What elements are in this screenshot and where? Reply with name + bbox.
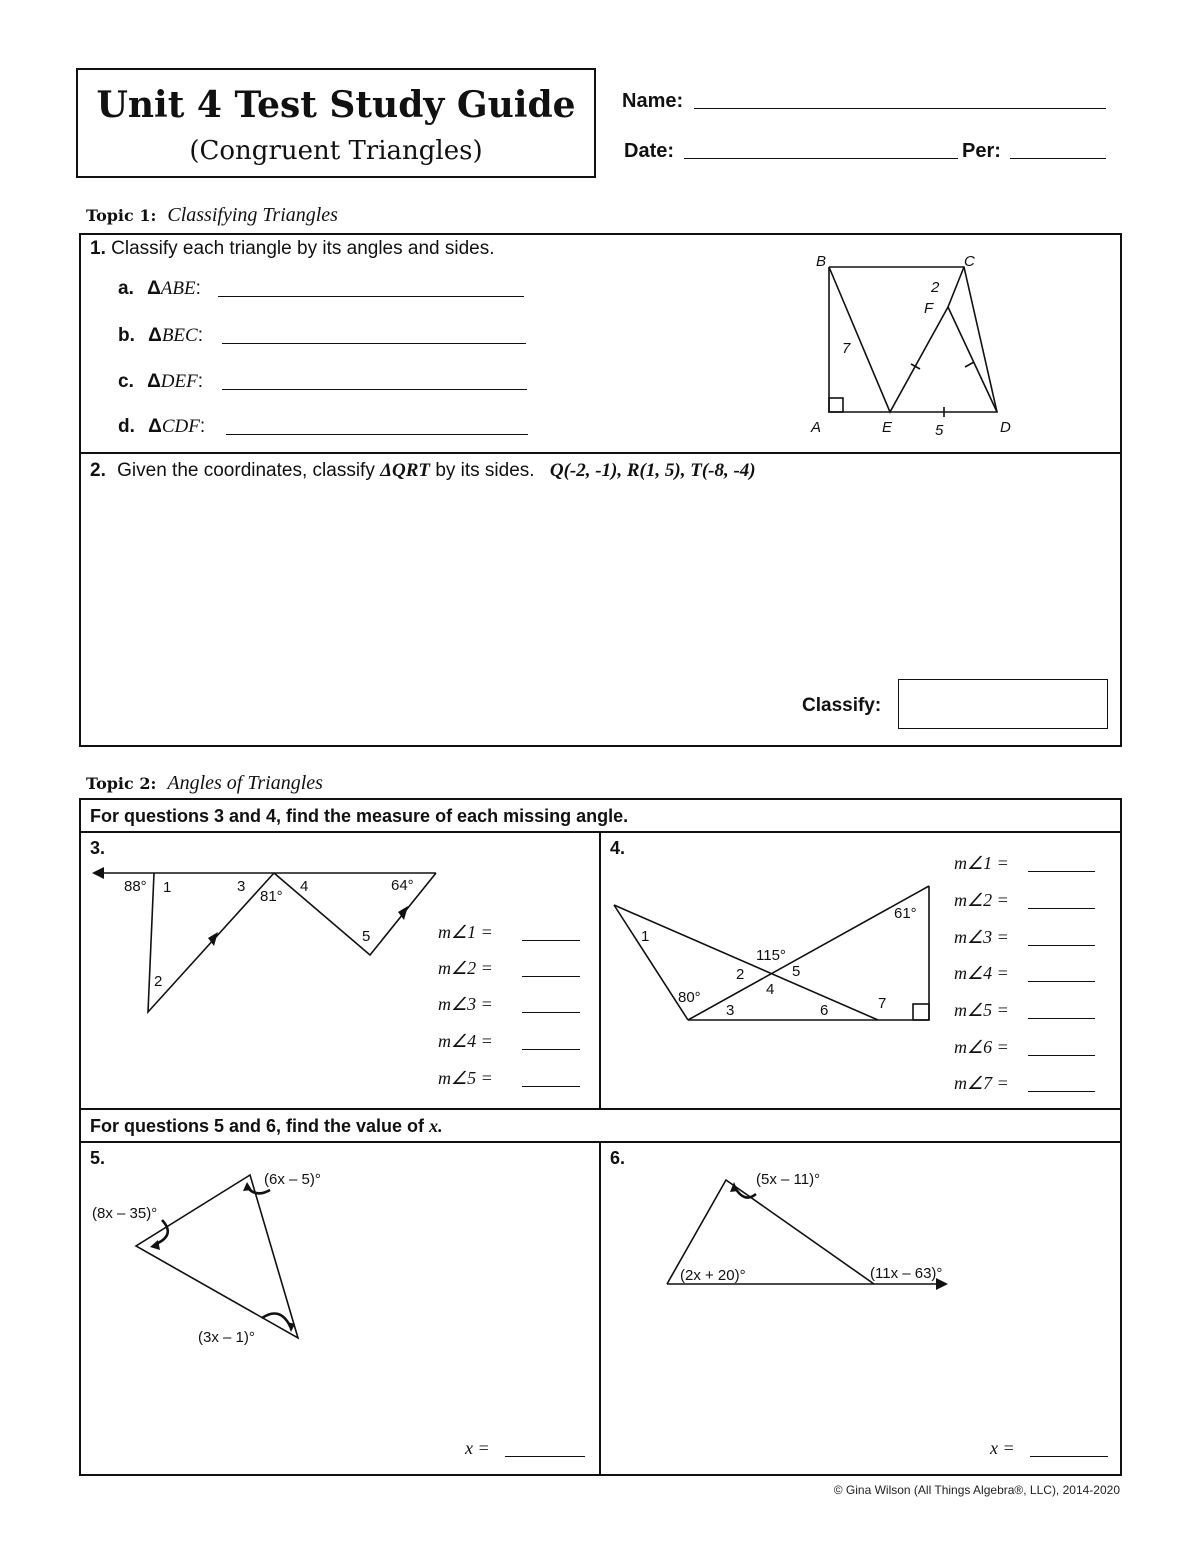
q4-blank-4[interactable] xyxy=(1028,981,1095,982)
q5-number: 5. xyxy=(90,1148,106,1168)
q4-angle-80: 80° xyxy=(678,989,701,1006)
item-triangle: BEC xyxy=(161,325,198,346)
q6-angle-left: (2x + 20)° xyxy=(680,1267,746,1284)
q1-figure xyxy=(800,245,1030,445)
q3-blank-2[interactable] xyxy=(522,976,580,977)
q4-angle-115: 115° xyxy=(756,947,786,964)
q4-label-4: 4 xyxy=(766,981,775,998)
q4-blank-5[interactable] xyxy=(1028,1018,1095,1019)
q5-arrowhead xyxy=(243,1182,252,1191)
q4-figure xyxy=(606,880,946,1030)
item-letter: c. xyxy=(118,371,134,392)
q4-side xyxy=(614,905,878,1020)
topic2-heading xyxy=(86,772,323,795)
q1-item-c: c. ΔDEF: xyxy=(118,371,204,392)
q3-blank-3[interactable] xyxy=(522,1012,580,1013)
q3-figure xyxy=(86,860,446,1020)
grid-line xyxy=(79,1108,1122,1110)
footer-copyright: © Gina Wilson (All Things Algebra®, LLC), 2014-2020 xyxy=(833,1483,1120,1497)
q3-label-1: 1 xyxy=(163,879,172,896)
q1-item-b: b. ΔBEC: xyxy=(118,325,203,346)
q4-blank-6[interactable] xyxy=(1028,1055,1095,1056)
name-field[interactable] xyxy=(694,108,1106,109)
grid-line xyxy=(599,1141,601,1476)
date-label: Date: xyxy=(624,140,675,162)
q3-blank-1[interactable] xyxy=(522,940,580,941)
item-triangle: CDF xyxy=(161,416,200,437)
q4-blank-7[interactable] xyxy=(1028,1091,1095,1092)
q4-label-5: 5 xyxy=(792,963,801,980)
q3-label-5: 5 xyxy=(362,928,371,945)
q6-answer-blank[interactable] xyxy=(1030,1456,1108,1457)
q3-number: 3. xyxy=(90,838,106,858)
page-subtitle: (Congruent Triangles) xyxy=(189,136,483,166)
instructions-5-6-text: For questions 5 and 6, find the value of xyxy=(90,1116,425,1136)
instructions-3-4: For questions 3 and 4, find the measure of each missing angle. xyxy=(90,806,629,826)
item-letter: d. xyxy=(118,416,135,437)
q3-answer-4: m∠4 = xyxy=(438,1031,493,1051)
q3-answer-3: m∠3 = xyxy=(438,994,493,1014)
q2-prompt-pre: Given the coordinates, classify xyxy=(117,460,375,481)
q3-angle-81: 81° xyxy=(260,888,283,905)
q6-number: 6. xyxy=(610,1148,626,1168)
q3-label-4: 4 xyxy=(300,878,309,895)
q1-tick xyxy=(965,362,974,367)
q1-segment-fc xyxy=(948,267,964,307)
instructions-5-6 xyxy=(90,1116,443,1137)
grid-line xyxy=(599,831,601,1108)
q4-number: 4. xyxy=(610,838,626,858)
topic1-heading xyxy=(86,204,338,227)
q4-answer-5: m∠5 = xyxy=(954,1000,1009,1020)
q4-answer-7: m∠7 = xyxy=(954,1073,1009,1093)
q1-prompt: Classify each triangle by its angles and sides. xyxy=(111,238,495,259)
q5-angle-bottom: (3x – 1)° xyxy=(198,1329,255,1346)
q1-quad xyxy=(829,267,997,412)
q1-item-a: a. ΔABE: xyxy=(118,278,201,299)
q5-angle-top: (6x – 5)° xyxy=(264,1171,321,1188)
date-field[interactable] xyxy=(684,158,958,159)
q4-answer-4: m∠4 = xyxy=(954,963,1009,983)
q2-prompt-post: by its sides. xyxy=(435,460,535,481)
q4-label-1: 1 xyxy=(641,928,650,945)
q5-answer-label: x = xyxy=(465,1438,490,1458)
vertex-b: B xyxy=(816,253,827,270)
q4-label-6: 6 xyxy=(820,1002,829,1019)
name-label: Name: xyxy=(622,90,684,112)
q4-answer-1: m∠1 = xyxy=(954,853,1009,873)
q4-label-3: 3 xyxy=(726,1002,735,1019)
vertex-d: D xyxy=(1000,419,1011,436)
q1-answer-a[interactable] xyxy=(218,296,524,297)
q1-number: 1. xyxy=(90,238,106,259)
q6-figure xyxy=(660,1160,960,1300)
q4-angle-61: 61° xyxy=(894,905,917,922)
instructions-5-6-var: x. xyxy=(429,1116,443,1136)
classify-answer-box[interactable] xyxy=(898,679,1108,729)
q6-angle-right: (11x – 63)° xyxy=(870,1265,943,1282)
vertex-f: F xyxy=(924,300,934,317)
q5-angle-left: (8x – 35)° xyxy=(92,1205,158,1222)
page-title: Unit 4 Test Study Guide xyxy=(96,84,576,126)
q3-angle-64: 64° xyxy=(391,877,414,894)
q1-answer-b[interactable] xyxy=(222,343,526,344)
label-7: 7 xyxy=(842,340,851,357)
topic1-label: Topic 1: xyxy=(86,206,157,225)
item-triangle: DEF xyxy=(160,371,198,392)
topic2-name: Angles of Triangles xyxy=(167,772,323,794)
q6-angle-top: (5x – 11)° xyxy=(756,1171,821,1188)
q1-item-d: d. ΔCDF: xyxy=(118,416,206,437)
q4-blank-2[interactable] xyxy=(1028,908,1095,909)
q1-answer-d[interactable] xyxy=(226,434,528,435)
per-label: Per: xyxy=(962,140,1001,162)
item-letter: a. xyxy=(118,278,134,299)
q3-blank-5[interactable] xyxy=(522,1086,580,1087)
per-field[interactable] xyxy=(1010,158,1106,159)
q2-text xyxy=(90,460,756,482)
q3-blank-4[interactable] xyxy=(522,1049,580,1050)
item-triangle: ABE xyxy=(160,278,196,299)
q4-answer-3: m∠3 = xyxy=(954,927,1009,947)
q3-angle-88: 88° xyxy=(124,878,147,895)
q1-answer-c[interactable] xyxy=(222,389,527,390)
q3-answer-2: m∠2 = xyxy=(438,958,493,978)
vertex-a: A xyxy=(811,419,822,436)
item-letter: b. xyxy=(118,325,135,346)
q4-blank-1[interactable] xyxy=(1028,871,1095,872)
label-5: 5 xyxy=(935,422,944,439)
q2-triangle: ΔQRT xyxy=(380,460,431,481)
vertex-e: E xyxy=(882,419,893,436)
q3-answer-5: m∠5 = xyxy=(438,1068,493,1088)
q4-answer-2: m∠2 = xyxy=(954,890,1009,910)
q4-label-2: 2 xyxy=(736,966,745,983)
q1-right-angle xyxy=(829,398,843,412)
q1-text xyxy=(90,238,495,260)
q4-blank-3[interactable] xyxy=(1028,945,1095,946)
q2-number: 2. xyxy=(90,460,106,481)
classify-label: Classify: xyxy=(802,695,882,716)
q3-label-2: 2 xyxy=(154,973,163,990)
topic2-label: Topic 2: xyxy=(86,774,157,793)
q2-points: Q(-2, -1), R(1, 5), T(-8, -4) xyxy=(549,460,756,481)
q3-arrowhead xyxy=(92,867,104,879)
topic1-name: Classifying Triangles xyxy=(167,204,338,226)
q1-diagonals xyxy=(829,267,997,412)
q5-answer-blank[interactable] xyxy=(505,1456,585,1457)
topic1-divider xyxy=(79,452,1122,454)
q4-answer-6: m∠6 = xyxy=(954,1037,1009,1057)
q4-side xyxy=(614,905,688,1020)
q4-label-7: 7 xyxy=(878,995,887,1012)
q4-right-angle xyxy=(913,1004,929,1020)
q5-figure xyxy=(86,1160,356,1360)
label-2: 2 xyxy=(931,279,940,296)
q3-answer-1: m∠1 = xyxy=(438,922,493,942)
q6-answer-label: x = xyxy=(990,1438,1015,1458)
q3-label-3: 3 xyxy=(237,878,246,895)
vertex-c: C xyxy=(964,253,975,270)
title-box xyxy=(76,68,596,178)
